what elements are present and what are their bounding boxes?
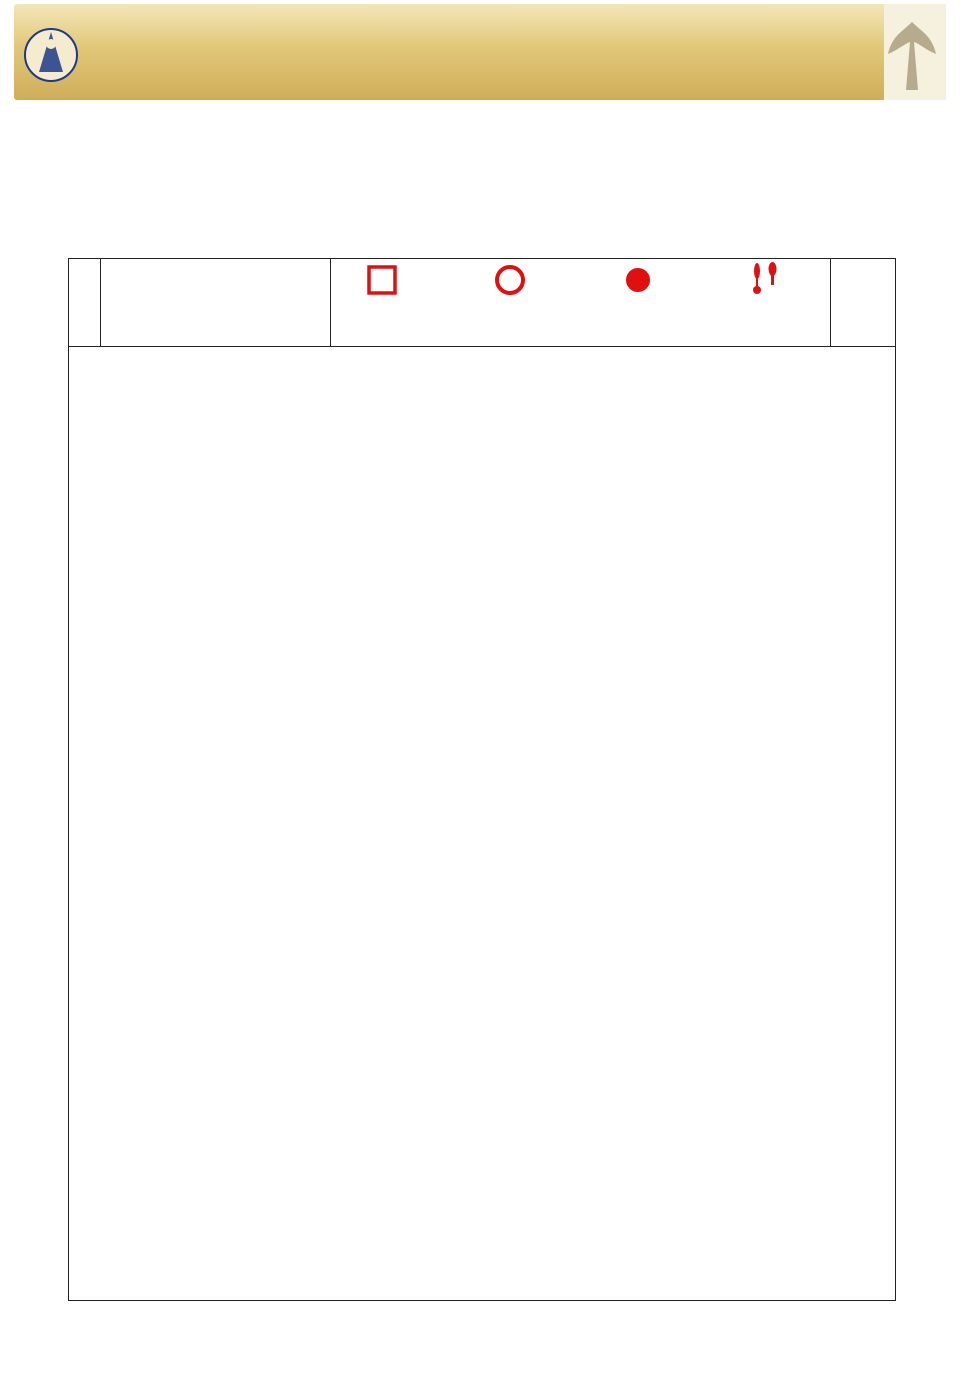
hoop-icon	[490, 263, 530, 299]
header-bottom-line	[68, 346, 896, 347]
header-divider	[830, 258, 831, 346]
header-divider	[100, 258, 101, 346]
federation-banner	[14, 4, 946, 100]
results-table	[68, 258, 896, 1301]
ball-icon	[618, 263, 658, 299]
header-divider	[330, 258, 331, 346]
no-apparatus-icon	[362, 263, 402, 299]
federation-emblem-icon	[22, 14, 80, 96]
banner-background	[14, 4, 946, 100]
winged-victory-statue-icon	[882, 14, 942, 96]
clubs-icon	[745, 261, 785, 297]
